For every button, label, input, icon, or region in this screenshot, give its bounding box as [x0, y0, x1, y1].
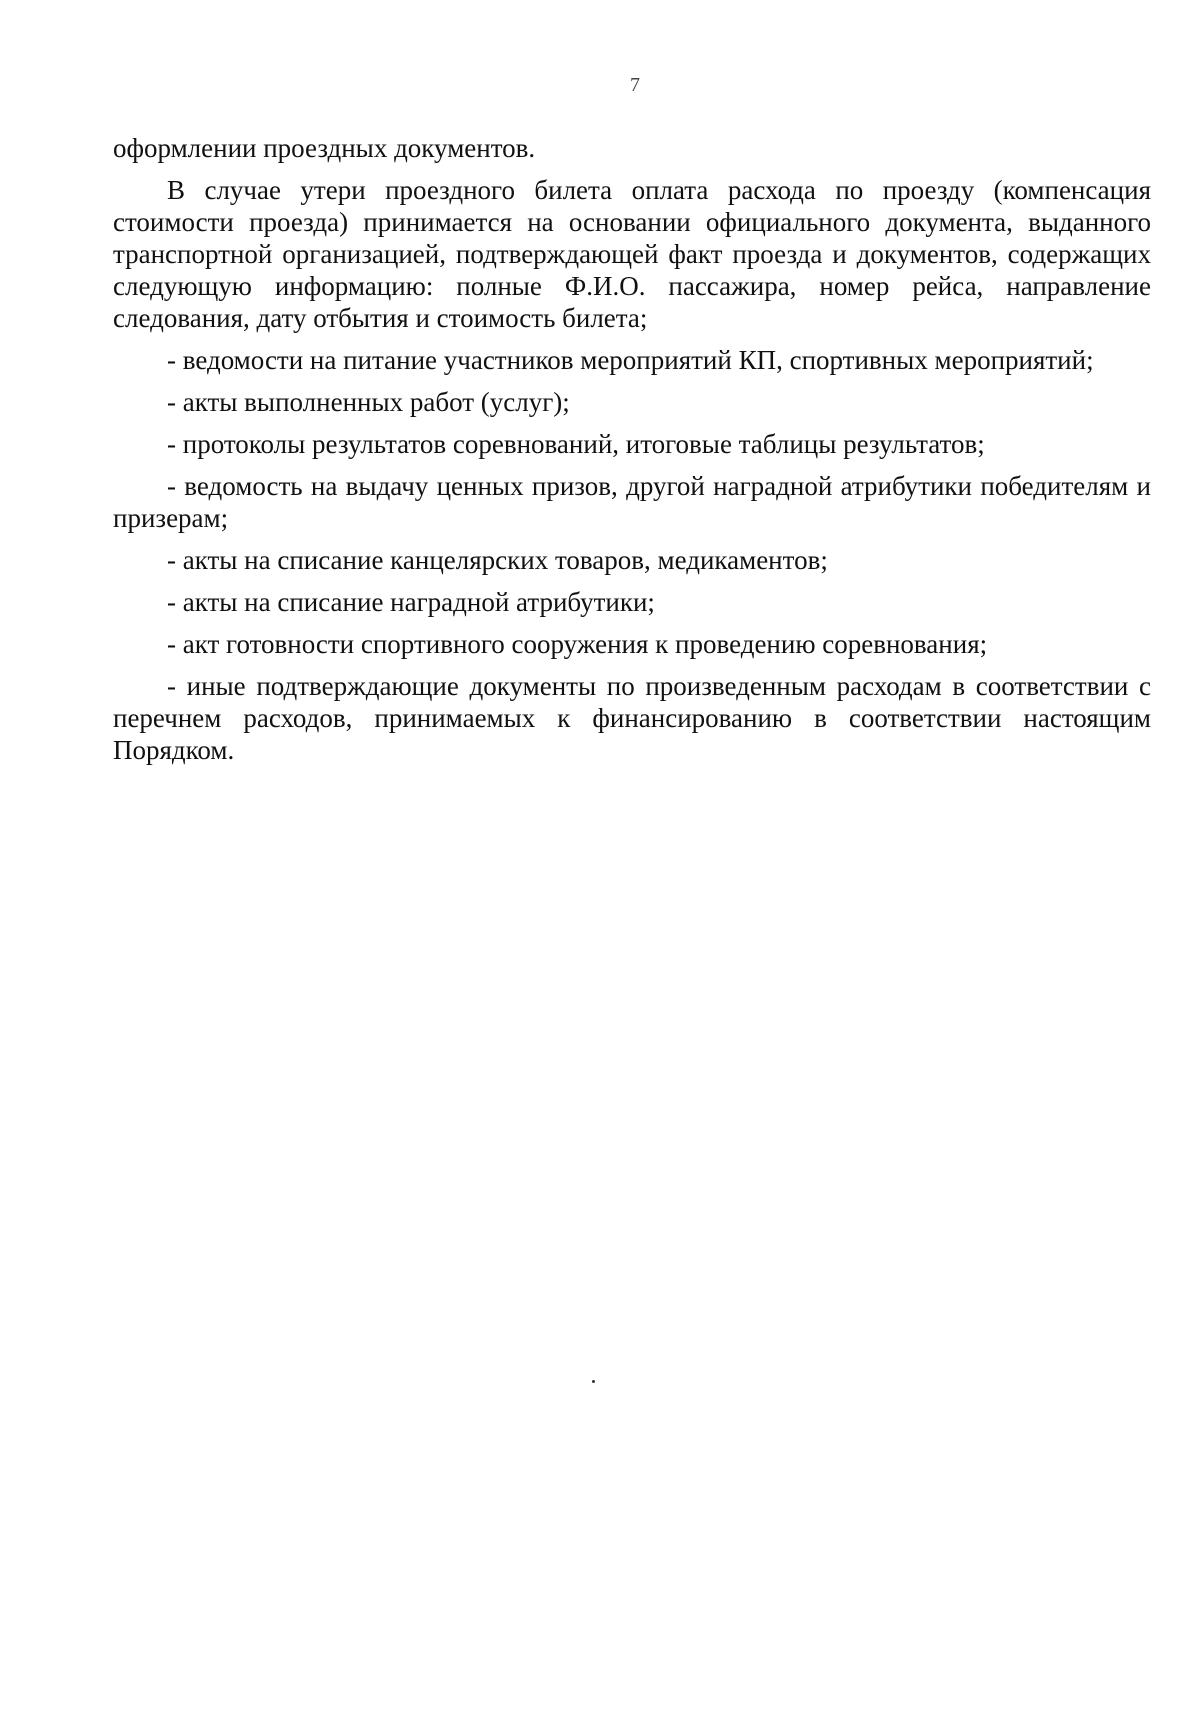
- scan-speck: [592, 1380, 595, 1383]
- list-item-prize-statement: - ведомость на выдачу ценных призов, другой наградной атрибутики победителям и призерам;: [113, 471, 1151, 533]
- list-item-work-acts: - акты выполненных работ (услуг);: [167, 387, 570, 417]
- list-item-facility-readiness: - акт готовности спортивного сооружения к проведению соревнования;: [167, 629, 988, 659]
- list-item-meal-statements: - ведомости на питание участников мероприятий КП, спортивных мероприятий;: [167, 345, 1094, 375]
- paragraph-lost-ticket: В случае утери проездного билета оплата расхода по проезду (компенсация стоимости проезда) принимается на основании официального документа, выданного транспортной организацией, подтверждающей факт проезда и документов, содержащих следующую информацию: полные Ф.И.О. пассажира, номер рейса, направление следования, дату отбытия и стоимость билета;: [113, 175, 1151, 333]
- list-item-competition-protocols: - протоколы результатов соревнований, итоговые таблицы результатов;: [167, 429, 985, 459]
- paragraph-continuation: оформлении проездных документов.: [113, 133, 536, 163]
- document-body: [113, 132, 1151, 776]
- list-item-award-writeoff: - акты на списание наградной атрибутики;: [167, 587, 655, 617]
- list-item-other-documents: - иные подтверждающие документы по произведенным расходам в соответствии с перечнем расходов, принимаемых к финансированию в соответствии настоящим Порядком.: [113, 671, 1151, 765]
- list-item-stationery-writeoff: - акты на списание канцелярских товаров, медикаментов;: [167, 545, 828, 575]
- page-number: 7: [630, 74, 640, 96]
